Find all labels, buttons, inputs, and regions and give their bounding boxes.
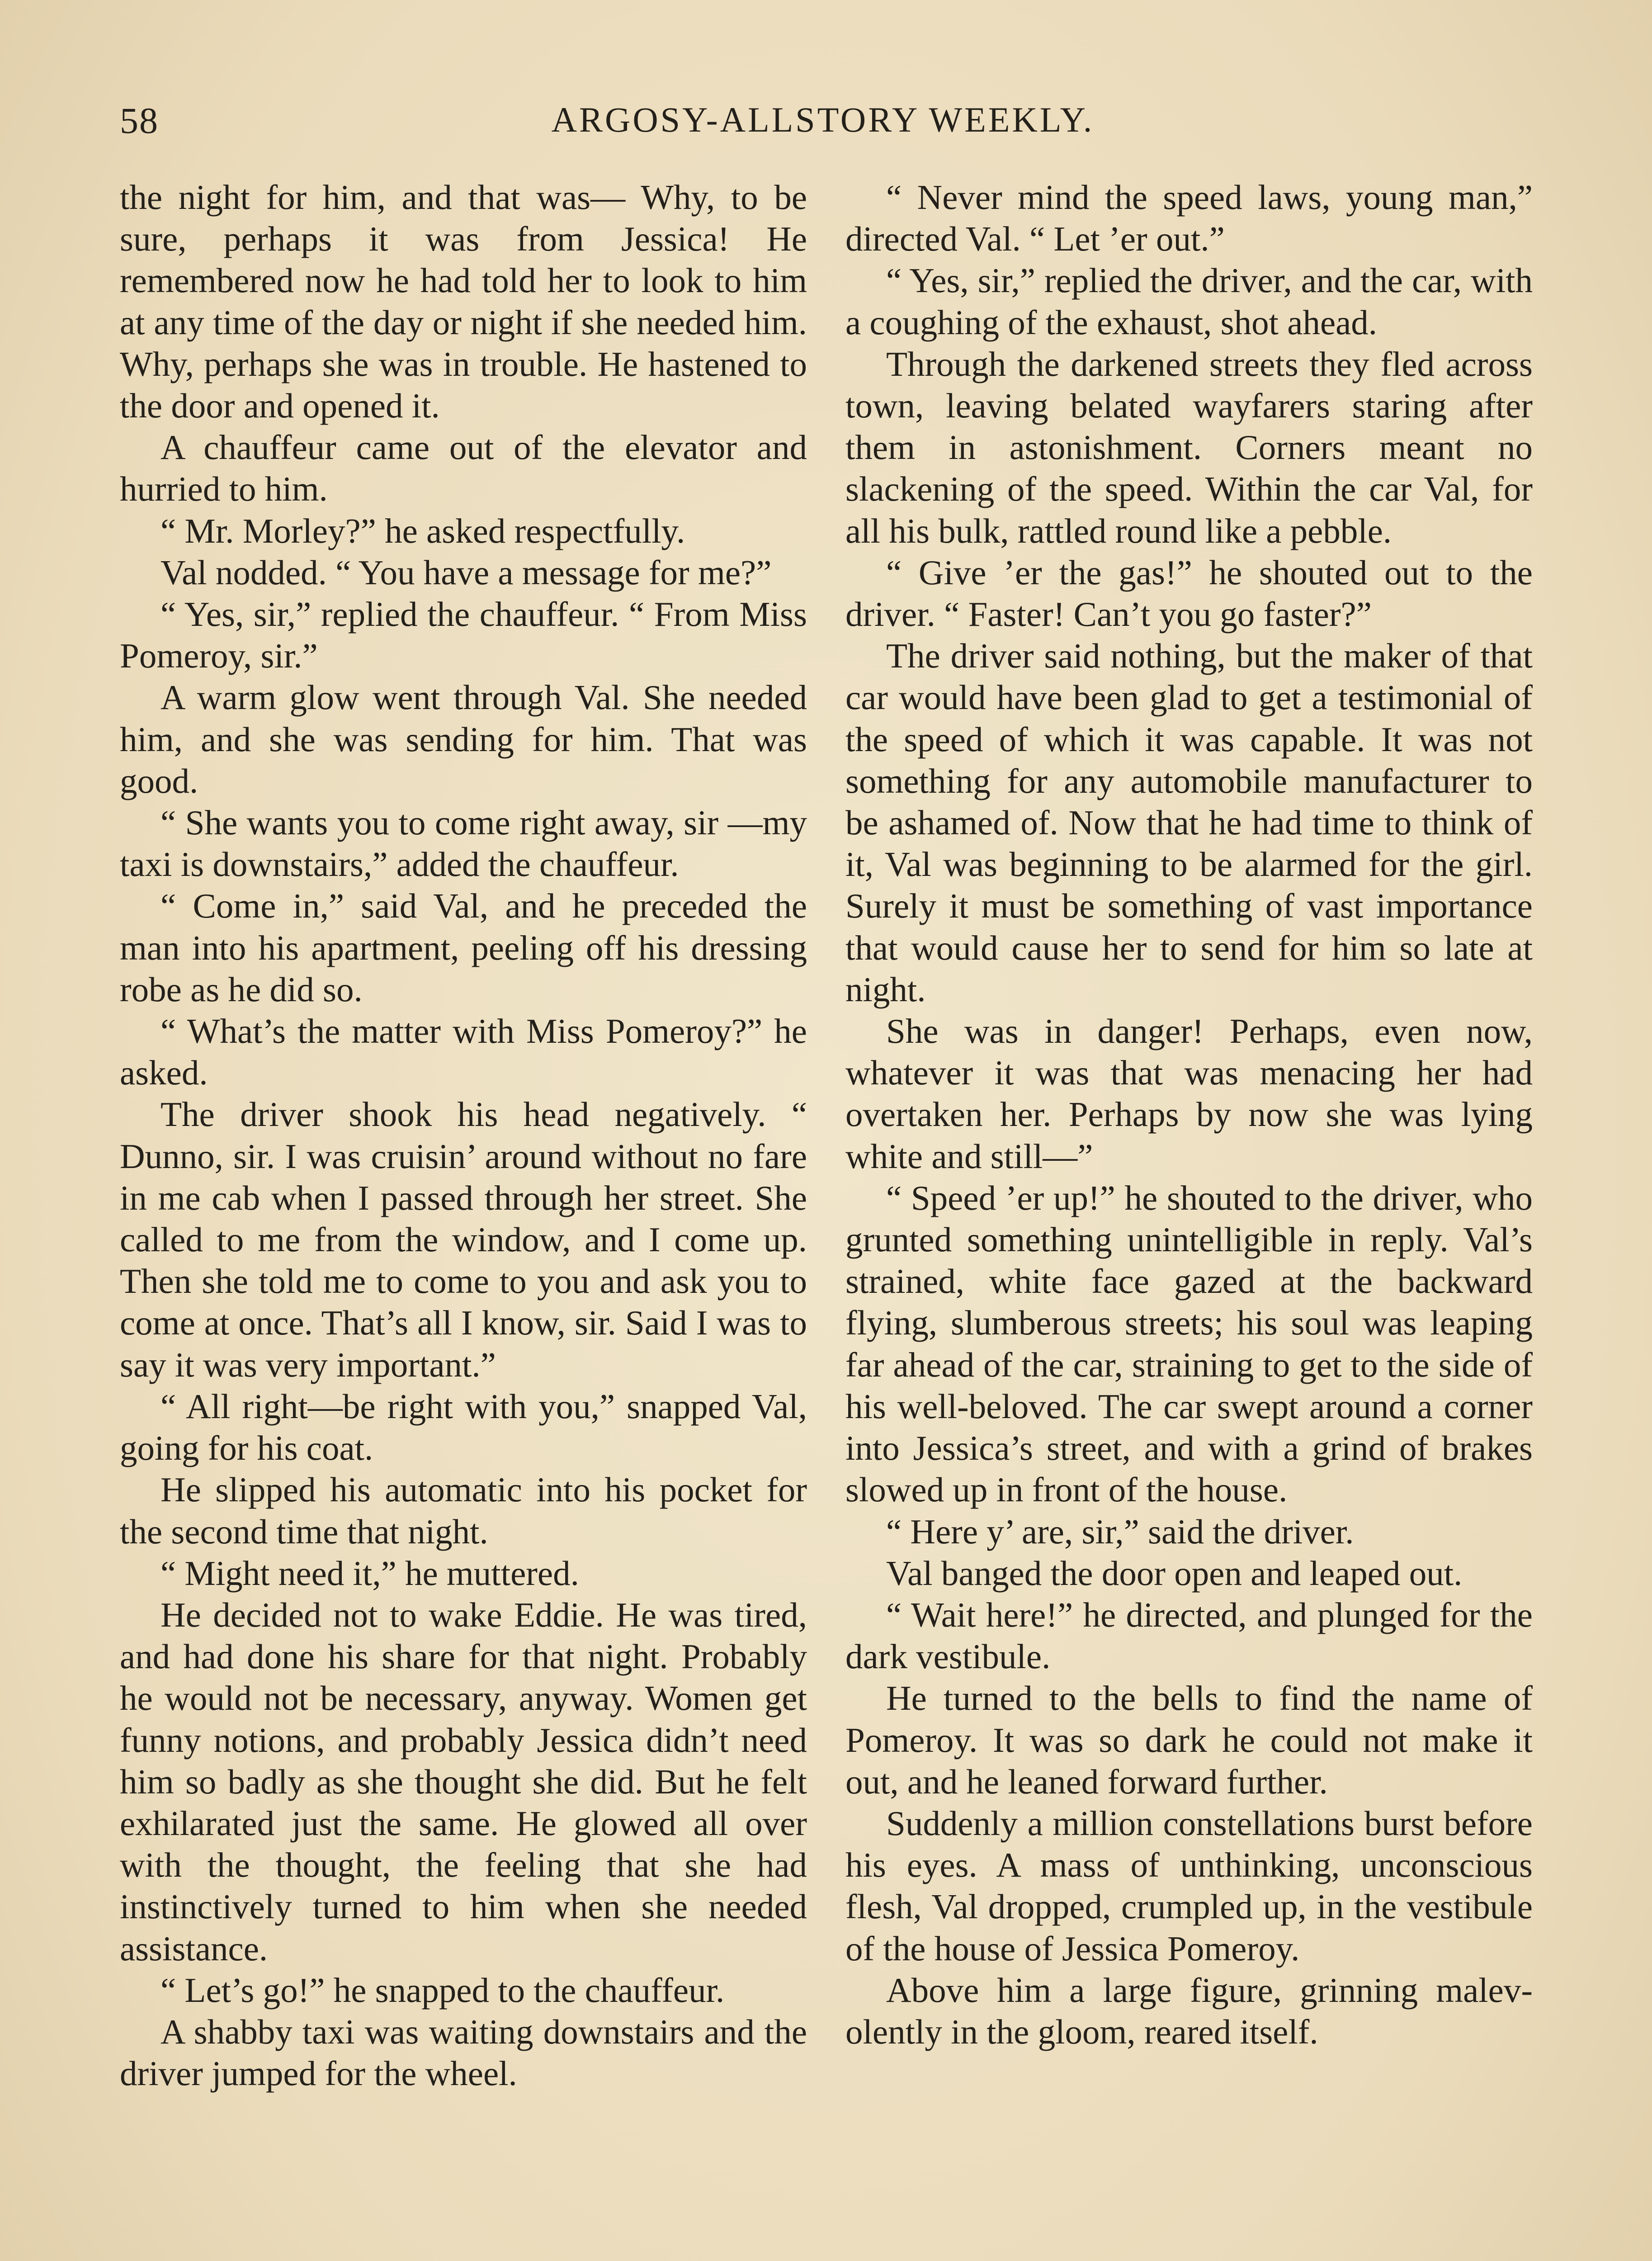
paragraph: A warm glow went through Val. She needed him, and she was sending for him. That was good. xyxy=(120,678,807,800)
paragraph: Val banged the door open and leaped out. xyxy=(886,1553,1463,1593)
page-header xyxy=(120,90,1526,154)
running-title: ARGOSY-ALLSTORY WEEKLY. xyxy=(551,100,1095,139)
paragraph: The driver said nothing, but the maker of that car would have been glad to get a testimonial of the speed of which it was capable. It was not something for any automobile manufacturer to be ashamed of. Now that he had time to think of it, Val was beginning to be alarmed for the girl. Surely it must be something of vast importance that would cause her to send for him so late at night. xyxy=(845,636,1533,1009)
paragraph: “ All right—be right with you,” snapped Val, going for his coat. xyxy=(120,1386,807,1468)
paragraph: She was in danger! Perhaps, even now, whatever it was that was menacing her had overtaken her. Perhaps by now she was lying white and still—” xyxy=(845,1012,1533,1176)
paragraph: Through the darkened streets they fled across town, leaving belated wayfarers staring after them in astonishment. Corners meant no slackening of the speed. Within the car Val, for all his bulk, rattled round like a pebble. xyxy=(845,344,1533,550)
right-column xyxy=(845,176,1533,2053)
paragraph: He decided not to wake Eddie. He was tired, and had done his share for that night. Probably he would not be necessary, anyway. Women get funny notions, and probably Jessica didn’t need him so badly as she thought she did. But he felt exhilarated just the same. He glowed all over with the thought, the feeling that she had instinctively turned to him when she needed assistance. xyxy=(120,1595,807,1968)
paragraph: The driver shook his head negatively. “ Dunno, sir. I was cruisin’ around without no fare in me cab when I passed through her street. She called to me from the window, and I come up. Then she told me to come to you and ask you to come at once. That’s all I know, sir. Said I was to say it was very important.” xyxy=(120,1095,807,1384)
paragraph: “ Mr. Morley?” he asked respectfully. xyxy=(160,511,685,550)
paragraph: “ Yes, sir,” replied the driver, and the car, with a coughing of the exhaust, shot ahead. xyxy=(845,261,1533,342)
paragraph: Suddenly a million constellations burst before his eyes. A mass of unthinking, unconscious flesh, Val dropped, crumpled up, in the vestibule of the house of Jessica Pomeroy. xyxy=(845,1803,1533,1968)
paragraph: “ Here y’ are, sir,” said the driver. xyxy=(886,1512,1354,1551)
paragraph: “ Might need it,” he muttered. xyxy=(160,1553,579,1593)
left-column xyxy=(120,176,807,2094)
paragraph: “ Give ’er the gas!” he shouted out to the driver. “ Faster! Can’t you go faster?” xyxy=(845,553,1533,634)
paragraph: A chauffeur came out of the elevator and hurried to him. xyxy=(120,428,807,509)
page-number: 58 xyxy=(120,100,159,141)
paragraph: “ Come in,” said Val, and he preceded the man into his apartment, peeling off his dressing robe as he did so. xyxy=(120,886,807,1009)
paragraph: “ Let’s go!” he snapped to the chauffeur. xyxy=(160,1970,725,2010)
paragraph: Above him a large figure, grinning malevolently in the gloom, reared itself. xyxy=(845,1970,1533,2051)
paragraph: A shabby taxi was waiting downstairs and the driver jumped for the wheel. xyxy=(120,2012,807,2093)
paragraph: He turned to the bells to find the name of Pomeroy. It was so dark he could not make it out, and he leaned forward further. xyxy=(845,1679,1533,1801)
paragraph: “ Yes, sir,” replied the chauffeur. “ From Miss Pomeroy, sir.” xyxy=(120,595,807,676)
paragraph: “ Wait here!” he directed, and plunged for the dark vestibule. xyxy=(845,1595,1533,1676)
paragraph: “ She wants you to come right away, sir —my taxi is downstairs,” added the chauffeur. xyxy=(120,803,807,884)
paragraph: “ Speed ’er up!” he shouted to the driver, who grunted something unintelligible in reply. Val’s strained, white face gazed at the backward flying, slumberous streets; his soul was leaping far ahead of the car, straining to get to the side of his well-beloved. The car swept around a corner into Jessica’s street, and with a grind of brakes slowed up in front of the house. xyxy=(845,1178,1533,1509)
paragraph: He slipped his automatic into his pocket for the second time that night. xyxy=(120,1470,807,1551)
paragraph: the night for him, and that was— Why, to be sure, perhaps it was from Jessica! He remembered now he had told her to look to him at any time of the day or night if she needed him. Why, perhaps she was in trouble. He hastened to the door and opened it. xyxy=(120,178,807,426)
paragraph: “ What’s the matter with Miss Pomeroy?” he asked. xyxy=(120,1012,807,1093)
paragraph: “ Never mind the speed laws, young man,” directed Val. “ Let ’er out.” xyxy=(845,178,1533,259)
paragraph: Val nodded. “ You have a message for me?” xyxy=(160,553,772,592)
